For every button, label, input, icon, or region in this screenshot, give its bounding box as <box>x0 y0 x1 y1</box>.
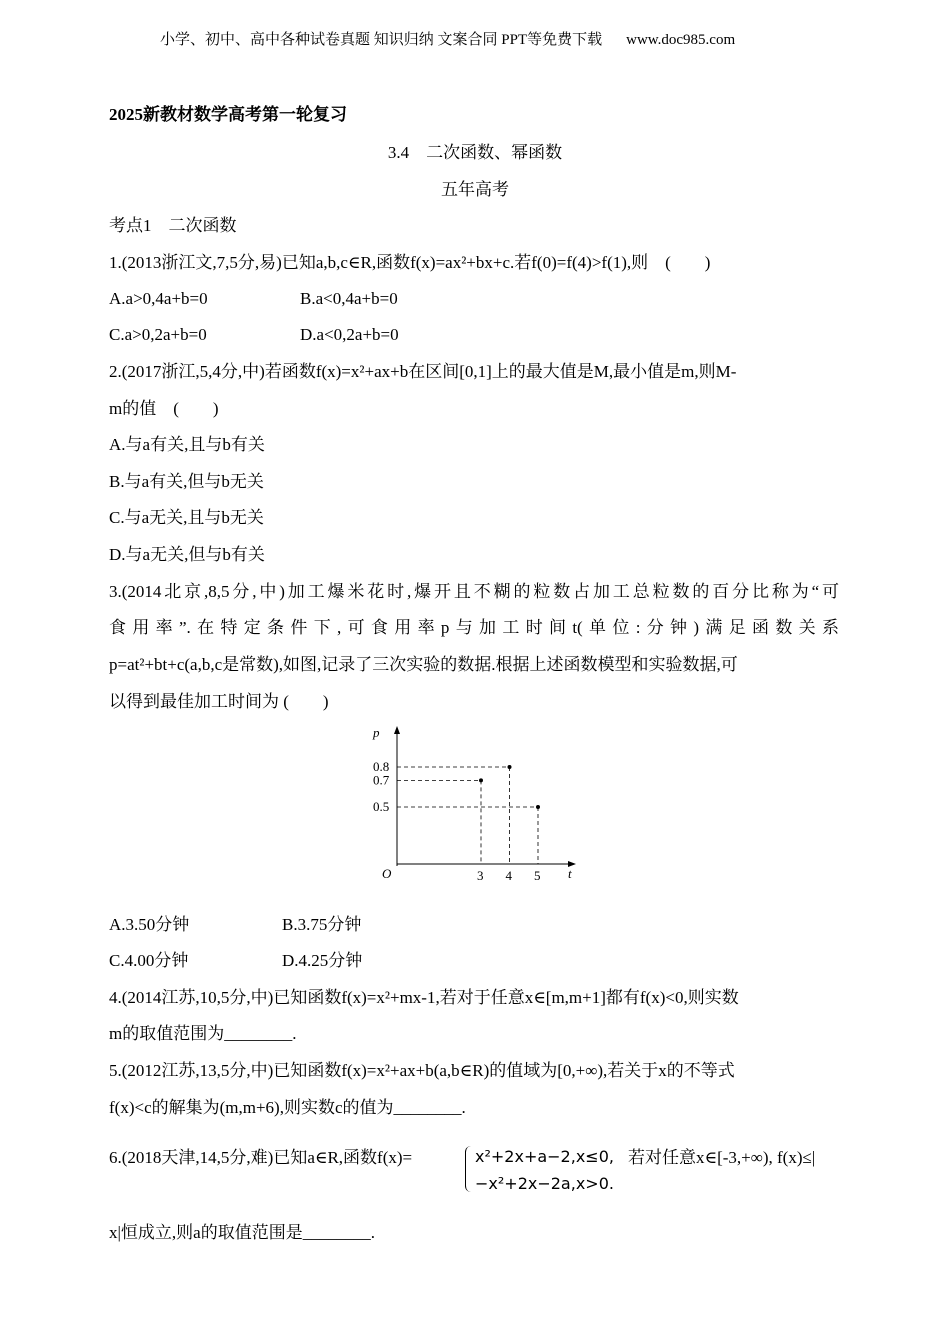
y-axis-label: p <box>373 725 380 740</box>
data-point <box>479 778 483 782</box>
q1-option-a: A.a>0,4a+b=0 <box>109 289 208 308</box>
q2-option-a: A.与a有关,且与b有关 <box>109 435 265 454</box>
q6-line-2: x|恒成立,则a的取值范围是________. <box>109 1223 375 1242</box>
x-axis-label: t <box>568 866 572 881</box>
q4-line-1: 4.(2014江苏,10,5分,中)已知函数f(x)=x²+mx-1,若对于任意x∈[m,m+1]都有f(x)<0,则实数 <box>109 988 739 1007</box>
q2-stem-2: m的值 ( ) <box>109 399 219 418</box>
topic-heading: 考点1 二次函数 <box>109 216 237 235</box>
data-point <box>536 805 540 809</box>
q2-option-d: D.与a无关,但与b有关 <box>109 545 265 564</box>
q2-option-b: B.与a有关,但与b无关 <box>109 472 264 491</box>
q3-option-a: A.3.50分钟 <box>109 915 190 934</box>
y-tick-label: 0.7 <box>373 772 390 788</box>
q2-option-c: C.与a无关,且与b无关 <box>109 508 264 527</box>
q3-line-3: p=at²+bt+c(a,b,c是常数),如图,记录了三次实验的数据.根据上述函数模型和实验数据,可 <box>109 655 738 674</box>
x-tick-label: 3 <box>477 868 484 883</box>
piecewise-brace <box>465 1146 472 1192</box>
header-text: 小学、初中、高中各种试卷真题 知识归纳 文案合同 PPT等免费下载 <box>160 32 603 48</box>
data-point <box>508 765 512 769</box>
q3-option-b: B.3.75分钟 <box>282 915 362 934</box>
q3-line-1: 3.(2014北京,8,5分,中)加工爆米花时,爆开且不糊的粒数占加工总粒数的百分比称为“可 <box>109 582 839 601</box>
x-tick-label: 4 <box>505 868 512 883</box>
q1-option-d: D.a<0,2a+b=0 <box>300 325 399 344</box>
q6-prefix: 6.(2018天津,14,5分,难)已知a∈R,函数f(x)= <box>109 1148 413 1167</box>
section-title: 3.4 二次函数、幂函数 <box>387 143 563 162</box>
q6-piece-1: x²+2x+a−2,x≤0, <box>475 1147 614 1166</box>
doc-title: 2025新教材数学高考第一轮复习 <box>109 105 347 124</box>
header-url: www.doc985.com <box>626 32 736 48</box>
subtitle: 五年高考 <box>441 180 509 199</box>
q3-option-d: D.4.25分钟 <box>282 951 363 970</box>
origin-label: O <box>382 866 392 881</box>
q6-piece-2: −x²+2x−2a,x>0. <box>475 1174 614 1193</box>
y-tick-label: 0.8 <box>373 759 390 775</box>
q1-option-c: C.a>0,2a+b=0 <box>109 325 207 344</box>
y-tick-label: 0.5 <box>373 799 390 814</box>
q3-line-2: 食用率”.在特定条件下,可食用率p与加工时间t(单位:分钟)满足函数关系 <box>109 618 839 637</box>
q5-line-2: f(x)<c的解集为(m,m+6),则实数c的值为________. <box>109 1098 466 1117</box>
q6-suffix: 若对任意x∈[-3,+∞), f(x)≤| <box>628 1148 816 1167</box>
q5-line-1: 5.(2012江苏,13,5分,中)已知函数f(x)=x²+ax+b(a,b∈R)的值域为[0,+∞),若关于x的不等式 <box>109 1061 735 1080</box>
q2-stem-1: 2.(2017浙江,5,4分,中)若函数f(x)=x²+ax+b在区间[0,1]上的最大值是M,最小值是m,则M- <box>109 362 737 381</box>
q4-line-2: m的取值范围为________. <box>109 1024 297 1043</box>
y-axis-arrow <box>394 726 400 734</box>
q1-option-b: B.a<0,4a+b=0 <box>300 289 398 308</box>
q1-stem: 1.(2013浙江文,7,5分,易)已知a,b,c∈R,函数f(x)=ax²+bx+c.若f(0)=f(4)>f(1),则 ( ) <box>109 253 711 272</box>
x-tick-label: 5 <box>534 868 541 883</box>
q3-option-c: C.4.00分钟 <box>109 951 189 970</box>
q3-line-4: 以得到最佳加工时间为 ( ) <box>109 692 329 711</box>
